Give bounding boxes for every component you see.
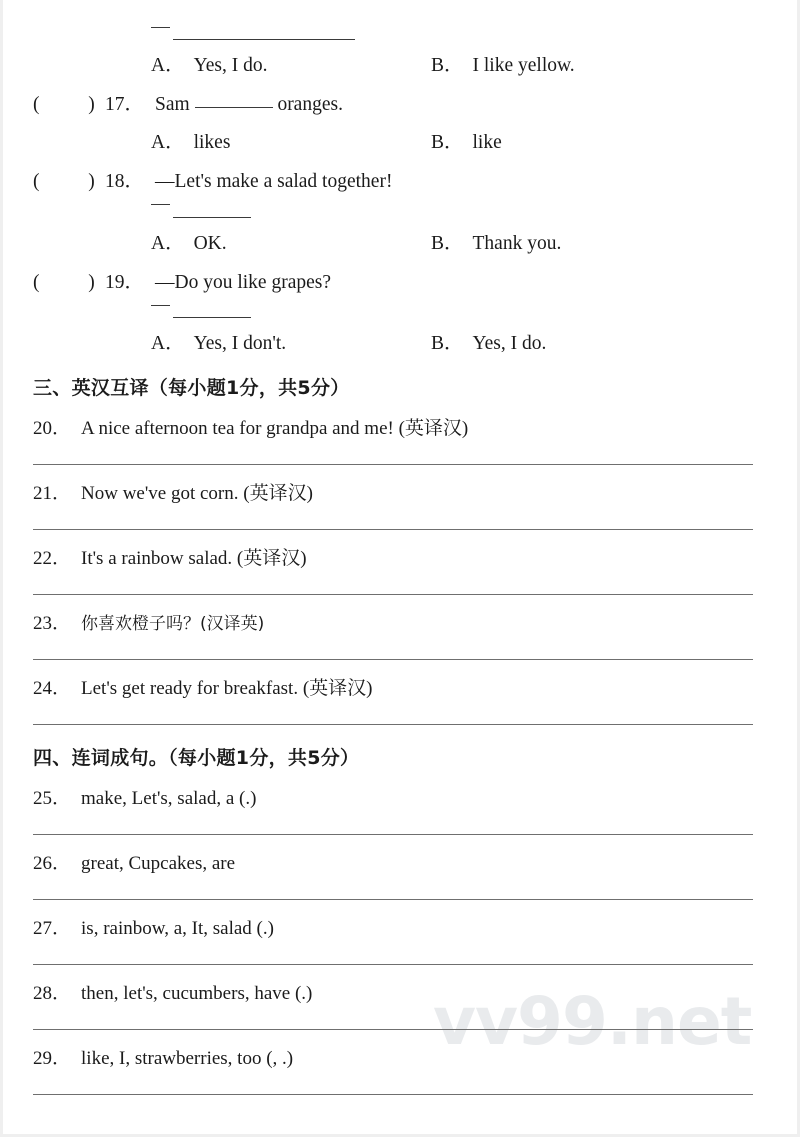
answer-rule[interactable] — [33, 529, 753, 530]
question-text: A nice afternoon tea for grandpa and me! (英译汉) — [81, 418, 469, 440]
option-b[interactable] — [431, 126, 502, 154]
option-b-letter: B． — [431, 232, 464, 254]
question-number-18: 18． — [105, 171, 145, 193]
question-19-stem — [33, 271, 753, 295]
question-item — [33, 413, 753, 440]
option-b[interactable] — [431, 327, 546, 355]
option-a-letter: A． — [151, 132, 185, 154]
option-a[interactable] — [151, 327, 431, 355]
option-b-letter: B． — [431, 55, 464, 76]
stem-after-blank: oranges. — [272, 94, 343, 115]
answer-rule[interactable] — [33, 834, 753, 835]
question-text: It's a rainbow salad. (英译汉) — [81, 548, 307, 570]
em-dash-icon — [151, 27, 170, 28]
question-text: great, Cupcakes, are — [81, 853, 236, 875]
options-row-17 — [33, 126, 753, 154]
question-number-19: 19． — [105, 271, 145, 293]
question-text: 你喜欢橙子吗？(汉译英) — [81, 614, 265, 635]
option-b-text: Yes, I do. — [472, 333, 547, 355]
question-17-stem — [33, 93, 753, 117]
answer-rule[interactable] — [33, 1094, 753, 1095]
question-18-stem — [33, 170, 753, 194]
answer-prompt-row-18 — [33, 204, 753, 218]
site-watermark: vv99.net — [433, 983, 752, 1060]
fill-in-blank[interactable] — [195, 107, 273, 108]
section-three-heading: 三、英汉互译（每小题1分，共5分） — [33, 377, 350, 400]
options-row — [33, 49, 753, 77]
question-text: then, let's, cucumbers, have (.) — [81, 983, 313, 1005]
question-number: 22． — [33, 548, 72, 570]
question-18-text: —Let's make a salad together! — [155, 171, 393, 193]
question-item — [33, 608, 753, 635]
answer-rule[interactable] — [33, 724, 753, 725]
question-number: 26． — [33, 853, 72, 875]
option-a-letter: A． — [151, 55, 185, 76]
question-item — [33, 913, 753, 940]
option-b-text: I like yellow. — [472, 55, 575, 76]
option-b-letter: B． — [431, 132, 464, 154]
option-a-text: likes — [193, 132, 231, 154]
answer-bracket-19[interactable]: ( ) — [33, 271, 95, 293]
em-dash-icon — [151, 204, 170, 205]
option-b[interactable] — [431, 227, 561, 255]
question-17-text — [155, 93, 343, 117]
question-text: Let's get ready for breakfast. (英译汉) — [81, 678, 373, 700]
question-text: like, I, strawberries, too (, .) — [81, 1048, 294, 1070]
question-text: make, Let's, salad, a (.) — [81, 788, 257, 810]
question-item — [33, 478, 753, 505]
answer-prompt-row — [33, 26, 753, 40]
question-number-17: 17． — [105, 94, 145, 115]
question-item — [33, 543, 753, 570]
answer-rule[interactable] — [33, 1029, 753, 1030]
option-a-letter: A． — [151, 232, 185, 254]
option-a[interactable] — [151, 49, 431, 77]
question-number: 28． — [33, 983, 72, 1005]
answer-prompt-row-19 — [33, 304, 753, 318]
answer-rule[interactable] — [33, 464, 753, 465]
question-item — [33, 848, 753, 875]
option-a-letter: A． — [151, 333, 185, 355]
answer-rule[interactable] — [33, 964, 753, 965]
option-b[interactable] — [431, 49, 575, 77]
answer-bracket-18[interactable]: ( ) — [33, 171, 95, 193]
option-b-text: Thank you. — [472, 232, 562, 254]
answer-rule[interactable] — [33, 899, 753, 900]
question-number: 21． — [33, 483, 72, 505]
question-number: 24． — [33, 678, 72, 700]
answer-rule[interactable] — [33, 594, 753, 595]
question-number: 25． — [33, 788, 72, 810]
section-four-heading: 四、连词成句。（每小题1分，共5分） — [33, 747, 360, 770]
option-a-text: OK. — [193, 232, 227, 254]
question-number: 27． — [33, 918, 72, 940]
answer-blank[interactable] — [173, 204, 251, 218]
answer-blank[interactable] — [173, 304, 251, 318]
question-number: 23． — [33, 613, 72, 635]
stem-before-blank: Sam — [155, 94, 195, 115]
question-item — [33, 978, 753, 1005]
answer-bracket-17[interactable]: ( ) — [33, 94, 95, 115]
question-number: 20． — [33, 418, 72, 440]
answer-blank[interactable] — [173, 26, 355, 40]
page-content — [3, 26, 797, 1095]
question-19-text: —Do you like grapes? — [155, 271, 332, 293]
option-a[interactable] — [151, 227, 431, 255]
options-row-19 — [33, 327, 753, 355]
option-a[interactable] — [151, 126, 431, 154]
options-row-18 — [33, 227, 753, 255]
question-text: Now we've got corn. (英译汉) — [81, 483, 313, 505]
option-b-text: like — [472, 132, 502, 154]
em-dash-icon — [151, 305, 170, 306]
question-item — [33, 673, 753, 700]
option-a-text: Yes, I don't. — [193, 333, 287, 355]
question-item — [33, 1043, 753, 1070]
answer-rule[interactable] — [33, 659, 753, 660]
question-number: 29． — [33, 1048, 72, 1070]
option-b-letter: B． — [431, 333, 464, 355]
question-text: is, rainbow, a, It, salad (.) — [81, 918, 274, 940]
question-item — [33, 783, 753, 810]
option-a-text: Yes, I do. — [193, 55, 268, 76]
